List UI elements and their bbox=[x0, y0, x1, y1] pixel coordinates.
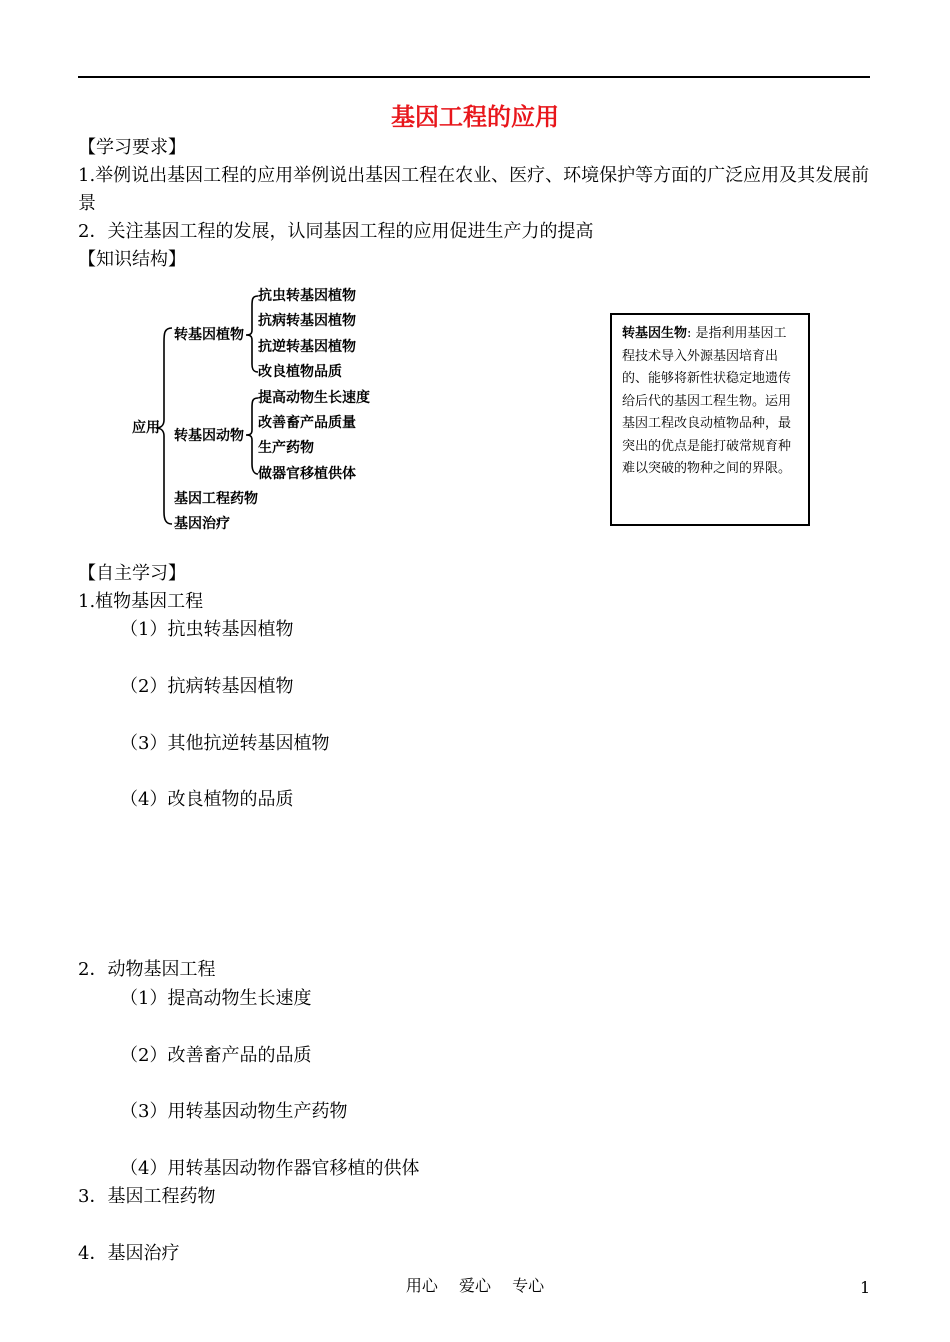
section-drugs: 3．基因工程药物 bbox=[78, 1186, 216, 1207]
list-item: （3）其他抗逆转基因植物 bbox=[120, 733, 330, 754]
tree-item: 生产药物 bbox=[258, 440, 314, 456]
tree-item: 抗病转基因植物 bbox=[258, 313, 356, 329]
tree-item: 改善畜产品质量 bbox=[258, 415, 356, 431]
section-therapy: 4．基因治疗 bbox=[78, 1243, 180, 1264]
requirements-header: 【学习要求】 bbox=[78, 137, 186, 158]
list-item: （2）抗病转基因植物 bbox=[120, 676, 294, 697]
tree-item: 做器官移植供体 bbox=[258, 466, 356, 482]
definition-box bbox=[610, 313, 810, 526]
page-title: 基因工程的应用 bbox=[391, 102, 559, 131]
list-item: （4）改良植物的品质 bbox=[120, 789, 294, 810]
tree-item: 抗虫转基因植物 bbox=[258, 288, 356, 304]
tree-branch-drugs: 基因工程药物 bbox=[174, 491, 258, 507]
list-item: （1）抗虫转基因植物 bbox=[120, 619, 294, 640]
branch1-brace bbox=[246, 296, 258, 372]
requirement-1: 1.举例说出基因工程的应用举例说出基因工程在农业、医疗、环境保护等方面的广泛应用及其发展前景 bbox=[78, 165, 870, 214]
tree-root: 应用 bbox=[132, 420, 160, 436]
requirement-2: 2．关注基因工程的发展，认同基因工程的应用促进生产力的提高 bbox=[78, 221, 594, 242]
page-number: 1 bbox=[860, 1278, 871, 1297]
tree-item: 改良植物品质 bbox=[258, 364, 342, 380]
tree-item: 提高动物生长速度 bbox=[258, 390, 370, 406]
tree-item: 抗逆转基因植物 bbox=[258, 339, 356, 355]
list-item: （3）用转基因动物生产药物 bbox=[120, 1101, 348, 1122]
definition-term: 转基因生物 bbox=[622, 326, 688, 341]
tree-branch-therapy: 基因治疗 bbox=[174, 516, 230, 532]
branch2-brace bbox=[246, 398, 258, 474]
section-animal: 2．动物基因工程 bbox=[78, 959, 216, 980]
self-study-header: 【自主学习】 bbox=[78, 563, 186, 584]
list-item: （4）用转基因动物作器官移植的供体 bbox=[120, 1158, 420, 1179]
tree-branch-animals: 转基因动物 bbox=[174, 428, 244, 444]
structure-header: 【知识结构】 bbox=[78, 249, 186, 270]
list-item: （1）提高动物生长速度 bbox=[120, 988, 312, 1009]
section-plant: 1.植物基因工程 bbox=[78, 591, 204, 612]
definition-body: : 是指利用基因工程技术导入外源基因培育出的、能够将新性状稳定地遗传给后代的基因工程生物。运用基因工程改良动植物品种，最突出的优点是能打破常规育种难以突破的物种之间的界限。 bbox=[622, 326, 792, 476]
tree-branch-plants: 转基因植物 bbox=[174, 327, 244, 343]
list-item: （2）改善畜产品的品质 bbox=[120, 1045, 312, 1066]
footer-motto: 用心 爱心 专心 bbox=[405, 1276, 545, 1295]
